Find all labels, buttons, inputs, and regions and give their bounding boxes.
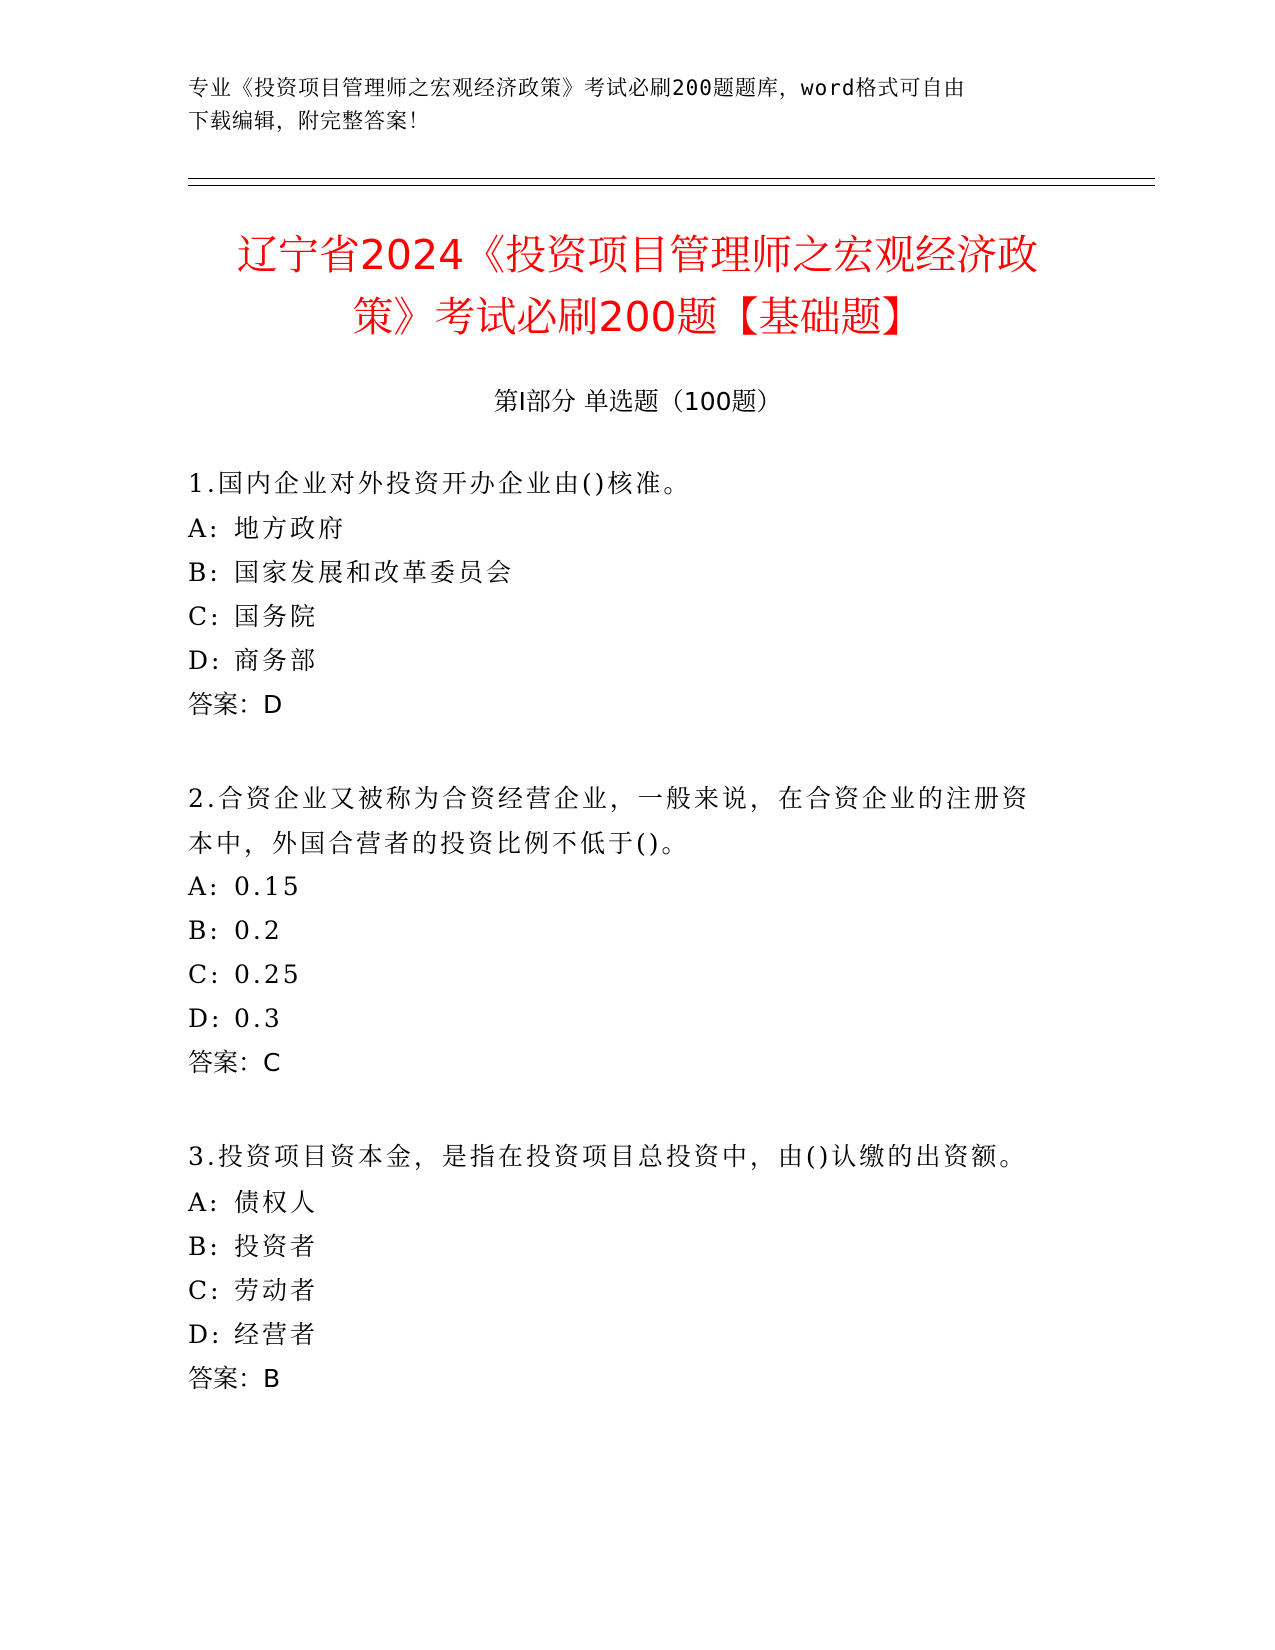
question-3-option-a bbox=[188, 1186, 318, 1220]
option-text: 0.3 bbox=[234, 1004, 283, 1033]
option-letter: D: bbox=[188, 1320, 223, 1349]
question-1-option-d bbox=[188, 644, 318, 678]
option-text: 劳动者 bbox=[234, 1276, 319, 1305]
question-3-text: 3.投资项目资本金，是指在投资项目总投资中，由()认缴的出资额。 bbox=[188, 1142, 1028, 1171]
question-2-text bbox=[188, 776, 1088, 866]
document-title-line1: 辽宁省2024《投资项目管理师之宏观经济政 bbox=[236, 231, 1039, 279]
option-text: 国家发展和改革委员会 bbox=[234, 558, 515, 587]
option-letter: B: bbox=[188, 1232, 221, 1261]
option-letter: B: bbox=[188, 916, 221, 945]
question-3-option-c bbox=[188, 1274, 318, 1308]
option-text: 经营者 bbox=[234, 1320, 319, 1349]
header-divider-top bbox=[188, 178, 1155, 179]
question-2-text-line1: 2.合资企业又被称为合资经营企业，一般来说，在合资企业的注册资 bbox=[188, 784, 1030, 813]
option-letter: C: bbox=[188, 602, 222, 631]
option-text: 0.2 bbox=[234, 916, 283, 945]
section-title: 第Ⅰ部分 单选题（100题） bbox=[493, 387, 782, 416]
question-2-text-line2: 本中，外国合营者的投资比例不低于()。 bbox=[188, 829, 690, 858]
option-letter: B: bbox=[188, 558, 221, 587]
question-3-option-b bbox=[188, 1230, 318, 1264]
option-text: 地方政府 bbox=[234, 514, 347, 543]
document-title-line2: 策》考试必刷200题【基础题】 bbox=[352, 293, 923, 341]
header-divider-bottom bbox=[188, 185, 1155, 186]
option-text: 0.25 bbox=[234, 960, 302, 989]
option-letter: C: bbox=[188, 960, 222, 989]
header-note bbox=[188, 72, 1088, 138]
question-1-text: 1.国内企业对外投资开办企业由()核准。 bbox=[188, 469, 692, 498]
header-note-line1: 专业《投资项目管理师之宏观经济政策》考试必刷200题题库，word格式可自由 bbox=[188, 76, 966, 100]
option-text: 债权人 bbox=[234, 1188, 319, 1217]
question-2-option-b bbox=[188, 914, 283, 948]
header-note-line2: 下载编辑，附完整答案！ bbox=[188, 109, 430, 133]
document-title bbox=[150, 224, 1125, 348]
option-letter: D: bbox=[188, 1004, 223, 1033]
question-2-option-c bbox=[188, 958, 302, 992]
option-letter: A: bbox=[188, 514, 221, 543]
option-text: 0.15 bbox=[234, 872, 302, 901]
question-1-option-b bbox=[188, 556, 514, 590]
question-2-option-d bbox=[188, 1002, 283, 1036]
option-text: 国务院 bbox=[234, 602, 319, 631]
question-2-answer: 答案：C bbox=[188, 1048, 281, 1077]
question-3-answer: 答案：B bbox=[188, 1364, 281, 1393]
question-1-option-a bbox=[188, 512, 346, 546]
question-3-option-d bbox=[188, 1318, 318, 1352]
question-1-option-c bbox=[188, 600, 318, 634]
option-letter: C: bbox=[188, 1276, 222, 1305]
option-letter: D: bbox=[188, 646, 223, 675]
option-text: 商务部 bbox=[234, 646, 319, 675]
option-letter: A: bbox=[188, 872, 221, 901]
question-1-answer: 答案：D bbox=[188, 690, 283, 719]
option-text: 投资者 bbox=[234, 1232, 319, 1261]
option-letter: A: bbox=[188, 1188, 221, 1217]
question-2-option-a bbox=[188, 870, 302, 904]
